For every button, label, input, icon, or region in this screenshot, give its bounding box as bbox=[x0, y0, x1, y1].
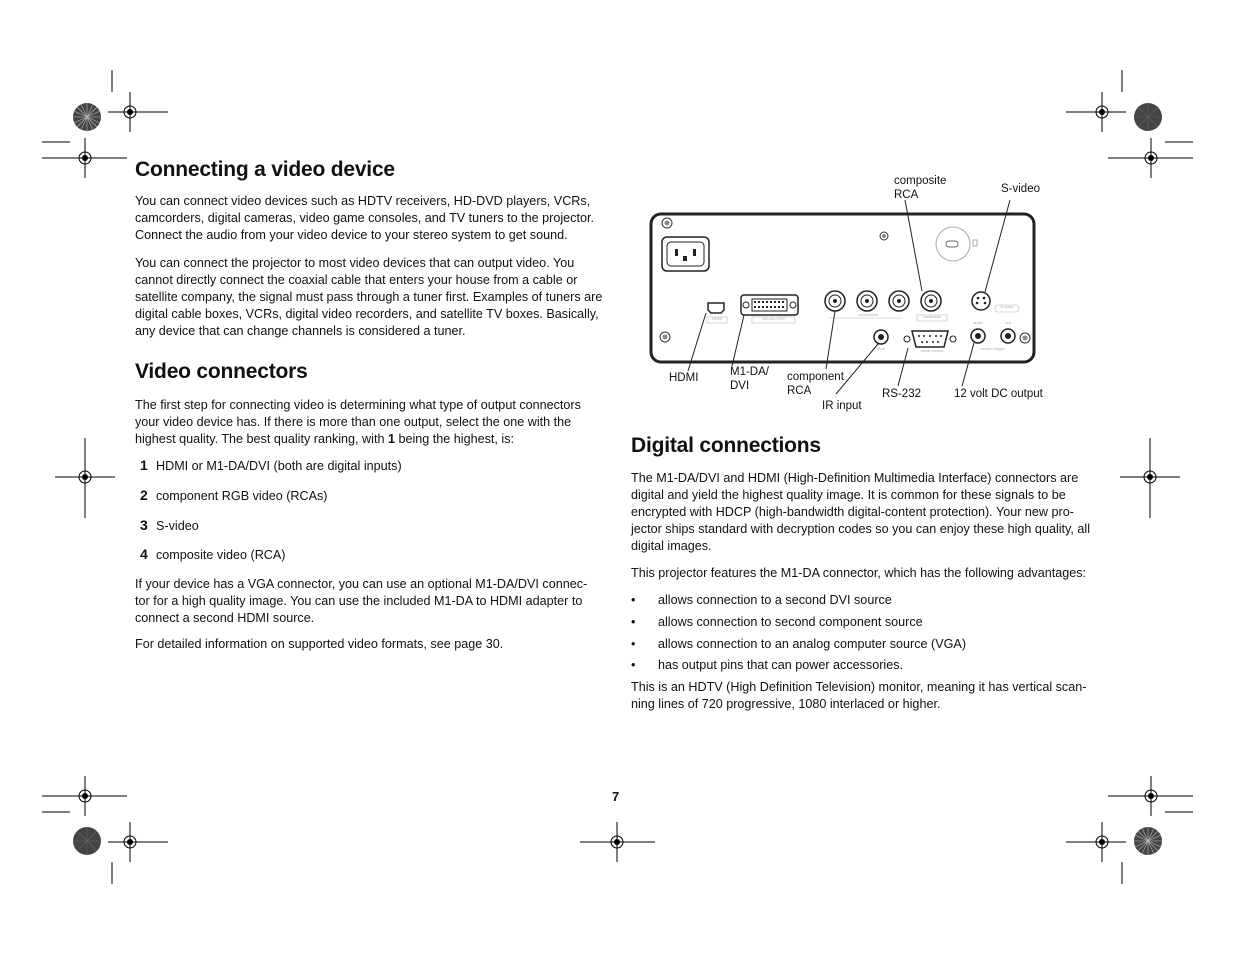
ranking-item-1 bbox=[140, 457, 402, 475]
ranking-item-number: 3 bbox=[140, 517, 148, 533]
callout-component-line1: component bbox=[787, 371, 844, 383]
ranking-item-text: HDMI or M1-DA/DVI (both are digital inputs) bbox=[156, 459, 402, 473]
paragraph-tuner: You can connect the projector to most video devices that can output video. You cannot directly connect the coaxial cable that enters your house from a cable or satellite company, the signal must pass through a tuner first. Examples of tuners are digital cable boxes, VCRs, digital video recorders, and satellite TV boxes. Basically, any device that can change channels is considered a tuner. bbox=[135, 256, 603, 338]
ranking-item-text: composite video (RCA) bbox=[156, 548, 286, 562]
callout-m1da-line1: M1-DA/ bbox=[730, 366, 769, 378]
paragraph-digital-line: The M1-DA/DVI and HDMI (High-Definition Multimedia Interface) connectors are bbox=[631, 471, 1079, 485]
panel-print-audio: audio bbox=[973, 320, 983, 325]
panel-print-component: component bbox=[848, 312, 888, 317]
ranking-item-2 bbox=[140, 487, 327, 505]
callout-composite-line1: composite bbox=[894, 175, 947, 187]
ranking-item-text: S-video bbox=[156, 519, 199, 533]
page-number: 7 bbox=[612, 789, 620, 804]
panel-print-screen-trigger: screen trigger bbox=[980, 346, 1006, 351]
callout-ir-input: IR input bbox=[822, 400, 862, 412]
callout-hdmi: HDMI bbox=[669, 372, 699, 384]
paragraph-video-formats: For detailed information on supported video formats, see page 30. bbox=[135, 637, 504, 651]
bullet-item bbox=[631, 592, 892, 609]
callout-m1da-dvi bbox=[730, 365, 769, 393]
ranking-intro-text: The first step for connecting video is determining what type of output connectors your video device has. If there is more than one output, select the one with the highest quality. The best quality ranking, with bbox=[135, 398, 581, 446]
bullet-item bbox=[631, 657, 903, 674]
bullet-text: has output pins that can power accessories. bbox=[658, 658, 904, 672]
ranking-item-3 bbox=[140, 517, 199, 535]
paragraph-digital-line: jector ships standard with decryption codes so you can enjoy these high quality, all bbox=[631, 522, 1091, 536]
callout-composite-rca bbox=[894, 174, 946, 202]
bullet-symbol: • bbox=[631, 637, 636, 651]
paragraph-intro: You can connect video devices such as HDTV receivers, HD-DVD players, VCRs, camcorders, digital cameras, video game consoles, and TV tuners to the projector. Connect the audio from your video device to your stereo system to get sound. bbox=[135, 194, 594, 242]
paragraph-hdtv bbox=[631, 679, 1106, 713]
paragraph-vga-line: tor for a high quality image. You can use the included M1-DA to HDMI adapter to bbox=[135, 594, 583, 608]
paragraph-vga-line: connect a second HDMI source. bbox=[135, 611, 315, 625]
panel-print-hdmi: HDMI bbox=[711, 316, 723, 321]
paragraph-digital-line: digital images. bbox=[631, 539, 712, 553]
paragraph-digital-line: encrypted with HDCP (high-bandwidth digital-content protection). Your new pro- bbox=[631, 505, 1074, 519]
panel-print-svideo: S-video bbox=[1000, 304, 1014, 309]
bullet-symbol: • bbox=[631, 658, 636, 672]
ranking-item-4 bbox=[140, 546, 285, 564]
bullet-symbol: • bbox=[631, 593, 636, 607]
paragraph-hdtv-line: This is an HDTV (High Definition Television) monitor, meaning it has vertical scan- bbox=[631, 680, 1087, 694]
callout-component-line2: RCA bbox=[787, 385, 812, 397]
callout-svideo: S-video bbox=[1001, 183, 1040, 195]
paragraph-digital bbox=[631, 470, 1106, 555]
callout-composite-line2: RCA bbox=[894, 189, 919, 201]
connector-panel-diagram bbox=[640, 170, 1080, 420]
connector-panel-illustration bbox=[640, 170, 1080, 420]
section-title-connecting-video-device: Connecting a video device bbox=[135, 158, 395, 181]
callout-m1da-line2: DVI bbox=[730, 380, 750, 392]
paragraph-vga-line: If your device has a VGA connector, you can use an optional M1-DA/DVI connec- bbox=[135, 577, 588, 591]
panel-print-out: out bbox=[1005, 320, 1011, 325]
ranking-intro-text-end: being the highest, is: bbox=[394, 432, 514, 446]
paragraph-vga bbox=[135, 576, 605, 627]
callout-component-rca bbox=[787, 370, 844, 398]
panel-print-composite: composite bbox=[922, 314, 942, 319]
bullet-item bbox=[631, 614, 923, 631]
ranking-item-number: 2 bbox=[140, 487, 148, 503]
bullet-text: allows connection to an analog computer source (VGA) bbox=[658, 637, 967, 651]
panel-print-serial: serial control bbox=[920, 348, 944, 353]
ranking-item-number: 1 bbox=[140, 457, 148, 473]
bullet-item bbox=[631, 636, 966, 653]
bullet-symbol: • bbox=[631, 615, 636, 629]
bullet-text: allows connection to a second DVI source bbox=[658, 593, 892, 607]
section-title-video-connectors: Video connectors bbox=[135, 360, 308, 383]
paragraph-hdtv-line: ning lines of 720 progressive, 1080 interlaced or higher. bbox=[631, 697, 941, 711]
panel-print-m1da: M1-DA / DVI bbox=[762, 316, 785, 321]
paragraph-quality-ranking bbox=[135, 397, 605, 448]
callout-rs232: RS-232 bbox=[882, 388, 921, 400]
section-title-digital-connections: Digital connections bbox=[631, 434, 821, 457]
ranking-item-number: 4 bbox=[140, 546, 148, 562]
bullet-text: allows connection to second component source bbox=[658, 615, 923, 629]
callout-12v-dc-output: 12 volt DC output bbox=[954, 388, 1043, 400]
paragraph-m1da-advantages: This projector features the M1-DA connector, which has the following advantages: bbox=[631, 566, 1087, 580]
ranking-item-text: component RGB video (RCAs) bbox=[156, 489, 328, 503]
panel-print-ir: IR in bbox=[876, 346, 886, 351]
ranking-intro-bold-number: 1 bbox=[387, 432, 395, 446]
paragraph-digital-line: digital and yield the highest quality image. It is common for these signals to be bbox=[631, 488, 1066, 502]
